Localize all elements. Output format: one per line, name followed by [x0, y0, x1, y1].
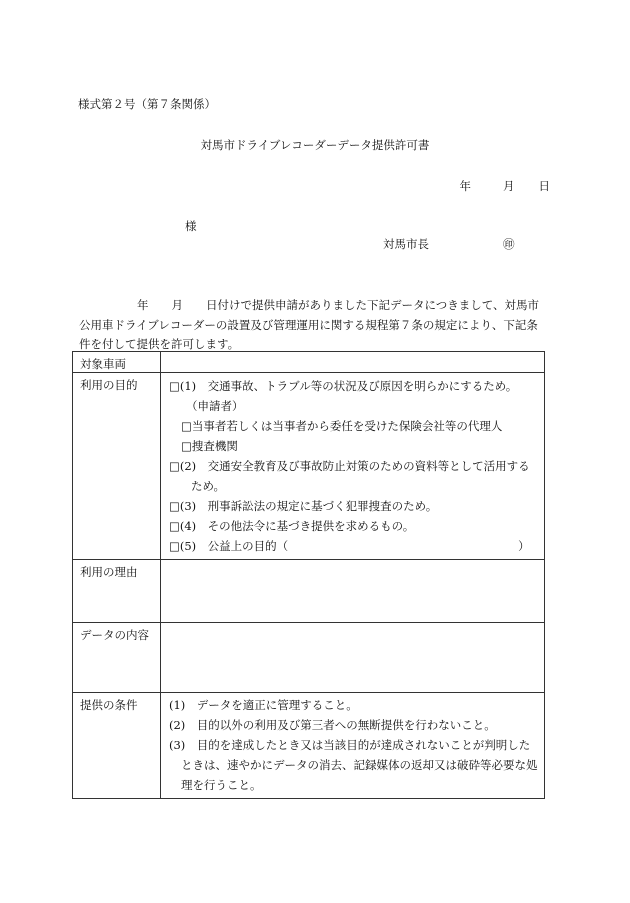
date-year: 年 — [459, 179, 471, 193]
vehicle-row — [73, 352, 545, 373]
purpose-label: 利用の目的 — [73, 373, 161, 560]
data-content-label: データの内容 — [73, 623, 161, 693]
purpose-content — [161, 373, 545, 560]
date-line — [460, 178, 551, 194]
issuer-name: 対馬市長 — [383, 237, 429, 251]
form-number: 様式第２号（第７条関係） — [78, 97, 216, 111]
purpose-item-5: □(5) 公益上の目的（ ） — [169, 539, 530, 553]
purpose-item-2: □(2) 交通安全教育及び事故防止対策のための資料等として活用する — [169, 459, 530, 473]
conditions-content — [161, 693, 545, 799]
purpose-sub-item-investigation: □捜査機関 — [181, 439, 238, 453]
condition-1: (1) データを適正に管理すること。 — [169, 698, 358, 712]
purpose-item-1: □(1) 交通事故、トラブル等の状況及び原因を明らかにするため。 — [169, 379, 518, 393]
condition-3: (3) 目的を達成したとき又は当該目的が達成されないことが判明したときは、速やかにデータの消去、記録媒体の返却又は破砕等必要な処理を行うこと。 — [169, 738, 538, 792]
data-content-row — [73, 623, 545, 693]
purpose-item-4: □(4) その他法令に基づき提供を求めるもの。 — [169, 519, 415, 533]
document-title: 対馬市ドライブレコーダーデータ提供許可書 — [200, 138, 430, 152]
condition-2: (2) 目的以外の利用及び第三者への無断提供を行わないこと。 — [169, 718, 496, 732]
data-provision-table — [72, 351, 545, 799]
body-text — [79, 296, 549, 355]
reason-value — [161, 560, 545, 623]
issuer — [383, 236, 515, 252]
date-month: 月 — [503, 179, 515, 193]
purpose-row — [73, 373, 545, 560]
body-paragraph: 年 月 日付けで提供申請がありました下記データにつきまして、対馬市公用車ドライブレコーダーの設置及び管理運用に関する規程第７条の規定により、下記条件を付して提供を許可します。 — [79, 298, 540, 351]
purpose-item-2-continued: ため。 — [191, 479, 226, 493]
date-day: 日 — [538, 179, 550, 193]
addressee: 様 — [185, 219, 197, 233]
purpose-sub-item-agent: □当事者若しくは当事者から委任を受けた保険会社等の代理人 — [181, 419, 503, 433]
vehicle-value — [161, 352, 545, 373]
seal-mark: ㊞ — [503, 237, 515, 251]
reason-label: 利用の理由 — [73, 560, 161, 623]
purpose-applicant-heading: （申請者） — [186, 399, 244, 413]
vehicle-label: 対象車両 — [73, 352, 161, 373]
reason-row — [73, 560, 545, 623]
purpose-item-3: □(3) 刑事訴訟法の規定に基づく犯罪捜査のため。 — [169, 499, 438, 513]
conditions-row — [73, 693, 545, 799]
conditions-label: 提供の条件 — [73, 693, 161, 799]
data-content-value — [161, 623, 545, 693]
